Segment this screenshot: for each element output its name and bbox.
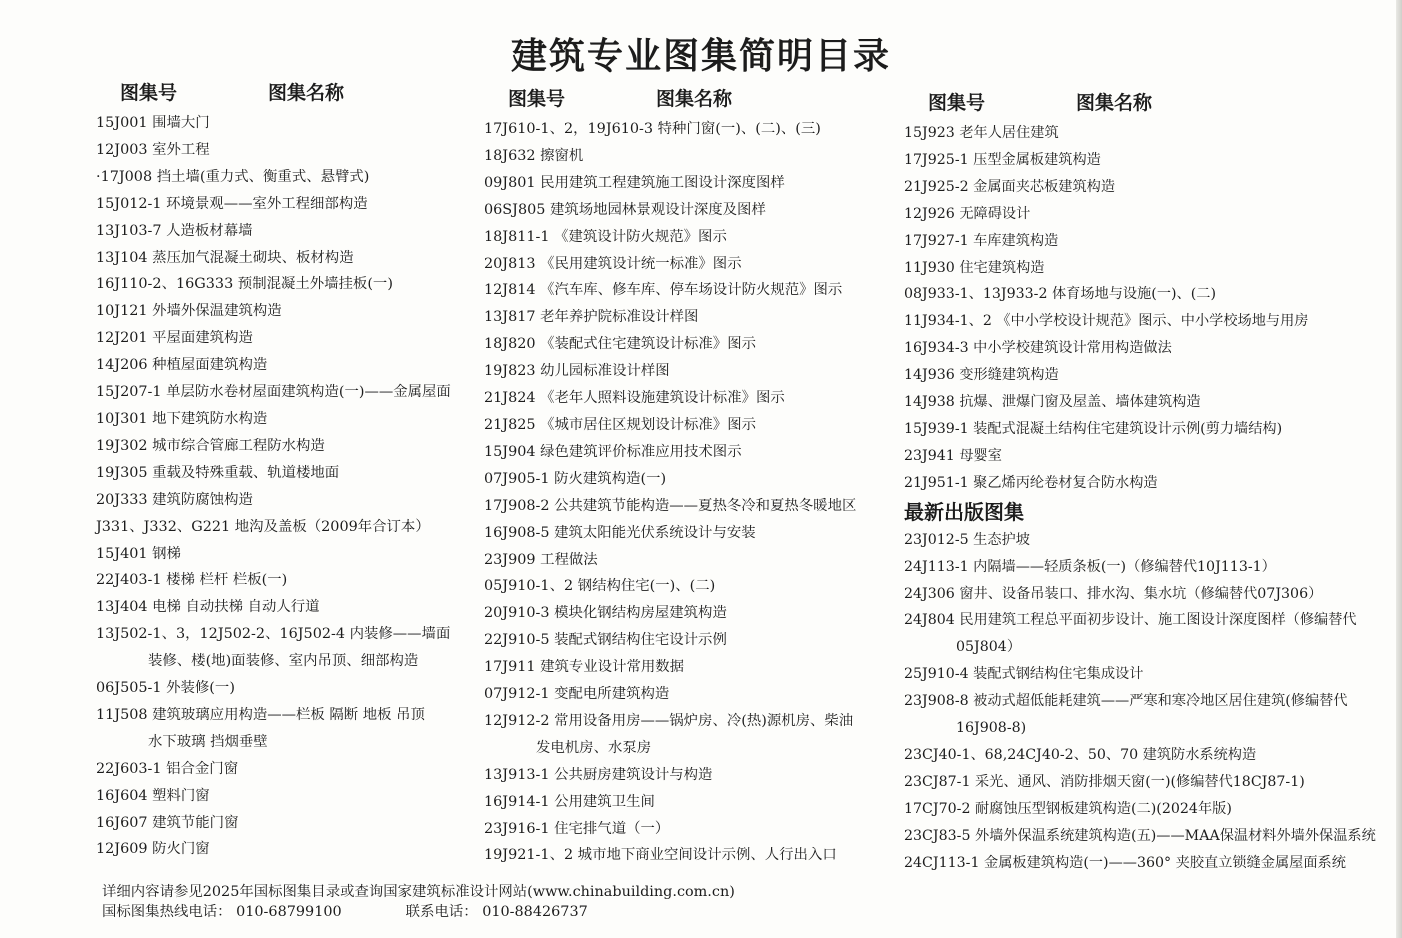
catalog-entry: 22J403-1 楼梯 栏杆 栏板(一) bbox=[96, 572, 288, 589]
column-header bbox=[904, 86, 1374, 120]
catalog-entry: J331、J332、G221 地沟及盖板（2009年合订本） bbox=[96, 518, 430, 535]
catalog-entry: 23J909 工程做法 bbox=[484, 551, 598, 568]
catalog-entry: 16J914-1 公用建筑卫生间 bbox=[484, 793, 655, 810]
catalog-entry: 18J811-1 《建筑设计防火规范》图示 bbox=[484, 228, 727, 245]
catalog-entry-continuation: 05J804） bbox=[956, 639, 1022, 656]
catalog-column-3 bbox=[904, 86, 1374, 876]
catalog-entry: 14J938 抗爆、泄爆门窗及屋盖、墙体建筑构造 bbox=[904, 394, 1201, 411]
catalog-entry: 16J604 塑料门窗 bbox=[96, 787, 210, 804]
catalog-entry: 15J923 老年人居住建筑 bbox=[904, 125, 1059, 141]
catalog-entry: 13J502-1、3，12J502-2、16J502-4 内装修——墙面 bbox=[96, 626, 451, 643]
catalog-entry: 15J904 绿色建筑评价标准应用技术图示 bbox=[484, 443, 742, 460]
page-title: 建筑专业图集简明目录 bbox=[510, 36, 891, 77]
catalog-entry: 23J908-8 被动式超低能耗建筑——严寒和寒冷地区居住建筑(修编替代 bbox=[904, 693, 1348, 710]
latest-entry-list bbox=[904, 527, 1374, 877]
catalog-entry: 15J401 钢梯 bbox=[96, 545, 181, 562]
catalog-entry: 15J939-1 装配式混凝土结构住宅建筑设计示例(剪力墙结构) bbox=[904, 420, 1283, 437]
catalog-entry: 08J933-1、13J933-2 体育场地与设施(一)、(二) bbox=[904, 286, 1216, 303]
catalog-entry-continuation: 发电机房、水泵房 bbox=[536, 739, 652, 756]
catalog-entry: 11J930 住宅建筑构造 bbox=[904, 259, 1045, 276]
page-edge bbox=[1396, 0, 1402, 938]
header-name: 图集名称 bbox=[1076, 92, 1153, 114]
catalog-entry: 12J609 防火门窗 bbox=[96, 841, 210, 858]
catalog-entry: 05J910-1、2 钢结构住宅(一)、(二) bbox=[484, 578, 716, 595]
catalog-entry: ·17J008 挡土墙(重力式、衡重式、悬臂式) bbox=[96, 168, 370, 185]
catalog-entry: 13J404 电梯 自动扶梯 自动人行道 bbox=[96, 599, 320, 616]
catalog-entry: 19J823 幼儿园标准设计样图 bbox=[484, 363, 670, 380]
catalog-entry: 06SJ805 建筑场地园林景观设计深度及图样 bbox=[484, 201, 766, 218]
catalog-entry: 13J913-1 公共厨房建筑设计与构造 bbox=[484, 766, 713, 783]
catalog-entry: 17J911 建筑专业设计常用数据 bbox=[484, 659, 685, 676]
catalog-entry: 13J817 老年养护院标准设计样图 bbox=[484, 309, 699, 326]
catalog-entry: 14J936 变形缝建筑构造 bbox=[904, 367, 1059, 384]
catalog-entry: 20J333 建筑防腐蚀构造 bbox=[96, 491, 253, 508]
catalog-entry: 13J103-7 人造板材幕墙 bbox=[96, 222, 253, 239]
catalog-entry: 14J206 种植屋面建筑构造 bbox=[96, 357, 268, 374]
header-name: 图集名称 bbox=[268, 82, 345, 104]
catalog-entry: 23CJ87-1 采光、通风、消防排烟天窗(一)(修编替代18CJ87-1) bbox=[904, 773, 1305, 790]
catalog-entry: 07J912-1 变配电所建筑构造 bbox=[484, 686, 670, 703]
catalog-entry: 19J305 重载及特殊重载、轨道楼地面 bbox=[96, 464, 340, 481]
entry-list bbox=[484, 116, 954, 869]
catalog-entry: 23J941 母婴室 bbox=[904, 447, 1002, 464]
catalog-entry: 06J505-1 外装修(一) bbox=[96, 680, 235, 697]
catalog-entry: 12J201 平屋面建筑构造 bbox=[96, 330, 253, 347]
catalog-entry: 21J824 《老年人照料设施建筑设计标准》图示 bbox=[484, 390, 785, 407]
catalog-entry: 24CJ113-1 金属板建筑构造(一)——360° 夹胶直立锁缝金属屋面系统 bbox=[904, 854, 1346, 871]
catalog-entry: 10J121 外墙外保温建筑构造 bbox=[96, 303, 282, 320]
catalog-entry: 25J910-4 装配式钢结构住宅集成设计 bbox=[904, 666, 1144, 683]
catalog-entry: 16J934-3 中小学校建筑设计常用构造做法 bbox=[904, 340, 1172, 357]
catalog-entry: 15J207-1 单层防水卷材屋面建筑构造(一)——金属屋面 bbox=[96, 384, 451, 401]
catalog-entry: 12J814 《汽车库、修车库、停车场设计防火规范》图示 bbox=[484, 282, 843, 299]
catalog-entry: 23CJ83-5 外墙外保温系统建筑构造(五)——MAA保温材料外墙外保温系统 bbox=[904, 827, 1376, 844]
header-name: 图集名称 bbox=[656, 88, 733, 110]
header-code: 图集号 bbox=[928, 92, 986, 114]
footer-website-line: 详细内容请参见2025年国标图集目录或查询国家建筑标准设计网站(www.chinabuilding.com.cn) bbox=[102, 884, 735, 900]
catalog-entry: 16J607 建筑节能门窗 bbox=[96, 814, 239, 831]
catalog-entry: 21J951-1 聚乙烯丙纶卷材复合防水构造 bbox=[904, 474, 1158, 491]
footer-phone-line bbox=[102, 902, 735, 922]
catalog-entry: 09J801 民用建筑工程建筑施工图设计深度图样 bbox=[484, 174, 785, 191]
entry-list bbox=[904, 120, 1374, 497]
catalog-entry: 07J905-1 防火建筑构造(一) bbox=[484, 470, 667, 487]
catalog-entry: 24J306 窗井、设备吊装口、排水沟、集水坑（修编替代07J306） bbox=[904, 585, 1323, 602]
catalog-entry: 19J302 城市综合管廊工程防水构造 bbox=[96, 437, 325, 454]
footer bbox=[102, 882, 735, 922]
catalog-entry: 21J925-2 金属面夹芯板建筑构造 bbox=[904, 178, 1116, 195]
catalog-entry-continuation: 16J908-8) bbox=[956, 720, 1027, 737]
catalog-entry: 15J001 围墙大门 bbox=[96, 115, 210, 131]
catalog-entry: 11J934-1、2 《中小学校设计规范》图示、中小学校场地与用房 bbox=[904, 313, 1309, 330]
catalog-entry-continuation: 装修、楼(地)面装修、室内吊顶、细部构造 bbox=[148, 653, 419, 670]
latest-section bbox=[904, 497, 1374, 877]
catalog-entry: 16J908-5 建筑太阳能光伏系统设计与安装 bbox=[484, 524, 756, 541]
catalog-entry: 17J927-1 车库建筑构造 bbox=[904, 232, 1059, 249]
catalog-entry: 12J003 室外工程 bbox=[96, 141, 210, 158]
catalog-entry: 24J804 民用建筑工程总平面初步设计、施工图设计深度图样（修编替代 bbox=[904, 612, 1357, 629]
catalog-entry: 17J610-1、2，19J610-3 特种门窗(一)、(二)、(三) bbox=[484, 121, 821, 137]
catalog-entry: 21J825 《城市居住区规划设计标准》图示 bbox=[484, 416, 756, 433]
catalog-entry: 10J301 地下建筑防水构造 bbox=[96, 410, 268, 427]
footer-hotline: 国标图集热线电话： 010-68799100 bbox=[102, 904, 342, 920]
catalog-entry: 17J925-1 压型金属板建筑构造 bbox=[904, 151, 1101, 168]
catalog-entry: 20J813 《民用建筑设计统一标准》图示 bbox=[484, 255, 742, 272]
catalog-entry: 20J910-3 模块化钢结构房屋建筑构造 bbox=[484, 605, 727, 622]
catalog-entry: 24J113-1 内隔墙——轻质条板(一)（修编替代10J113-1） bbox=[904, 558, 1276, 575]
latest-heading: 最新出版图集 bbox=[904, 499, 1024, 524]
footer-contact: 联系电话： 010-88426737 bbox=[405, 904, 588, 920]
catalog-entry: 11J508 建筑玻璃应用构造——栏板 隔断 地板 吊顶 bbox=[96, 706, 425, 723]
catalog-entry-continuation: 水下玻璃 挡烟垂壁 bbox=[148, 733, 268, 750]
catalog-entry: 22J910-5 装配式钢结构住宅设计示例 bbox=[484, 632, 727, 649]
catalog-entry: 23CJ40-1、68,24CJ40-2、50、70 建筑防水系统构造 bbox=[904, 746, 1257, 763]
catalog-entry: 17CJ70-2 耐腐蚀压型钢板建筑构造(二)(2024年版) bbox=[904, 800, 1232, 817]
catalog-entry: 18J632 擦窗机 bbox=[484, 147, 584, 164]
catalog-entry: 23J916-1 住宅排气道（一） bbox=[484, 820, 670, 837]
column-header bbox=[484, 82, 954, 116]
catalog-entry: 13J104 蒸压加气混凝土砌块、板材构造 bbox=[96, 249, 354, 266]
catalog-entry: 18J820 《装配式住宅建筑设计标准》图示 bbox=[484, 336, 756, 353]
catalog-entry: 17J908-2 公共建筑节能构造——夏热冬冷和夏热冬暖地区 bbox=[484, 497, 857, 514]
catalog-entry: 16J110-2、16G333 预制混凝土外墙挂板(一) bbox=[96, 276, 393, 293]
catalog-entry: 19J921-1、2 城市地下商业空间设计示例、人行出入口 bbox=[484, 847, 837, 864]
catalog-entry: 22J603-1 铝合金门窗 bbox=[96, 760, 239, 777]
catalog-entry: 12J926 无障碍设计 bbox=[904, 205, 1031, 222]
catalog-entry: 15J012-1 环境景观——室外工程细部构造 bbox=[96, 195, 368, 212]
header-code: 图集号 bbox=[120, 82, 178, 104]
catalog-column-2 bbox=[484, 82, 954, 869]
header-code: 图集号 bbox=[508, 88, 566, 110]
catalog-entry: 23J012-5 生态护坡 bbox=[904, 531, 1030, 548]
catalog-entry: 12J912-2 常用设备用房——锅炉房、冷(热)源机房、柴油 bbox=[484, 712, 854, 729]
